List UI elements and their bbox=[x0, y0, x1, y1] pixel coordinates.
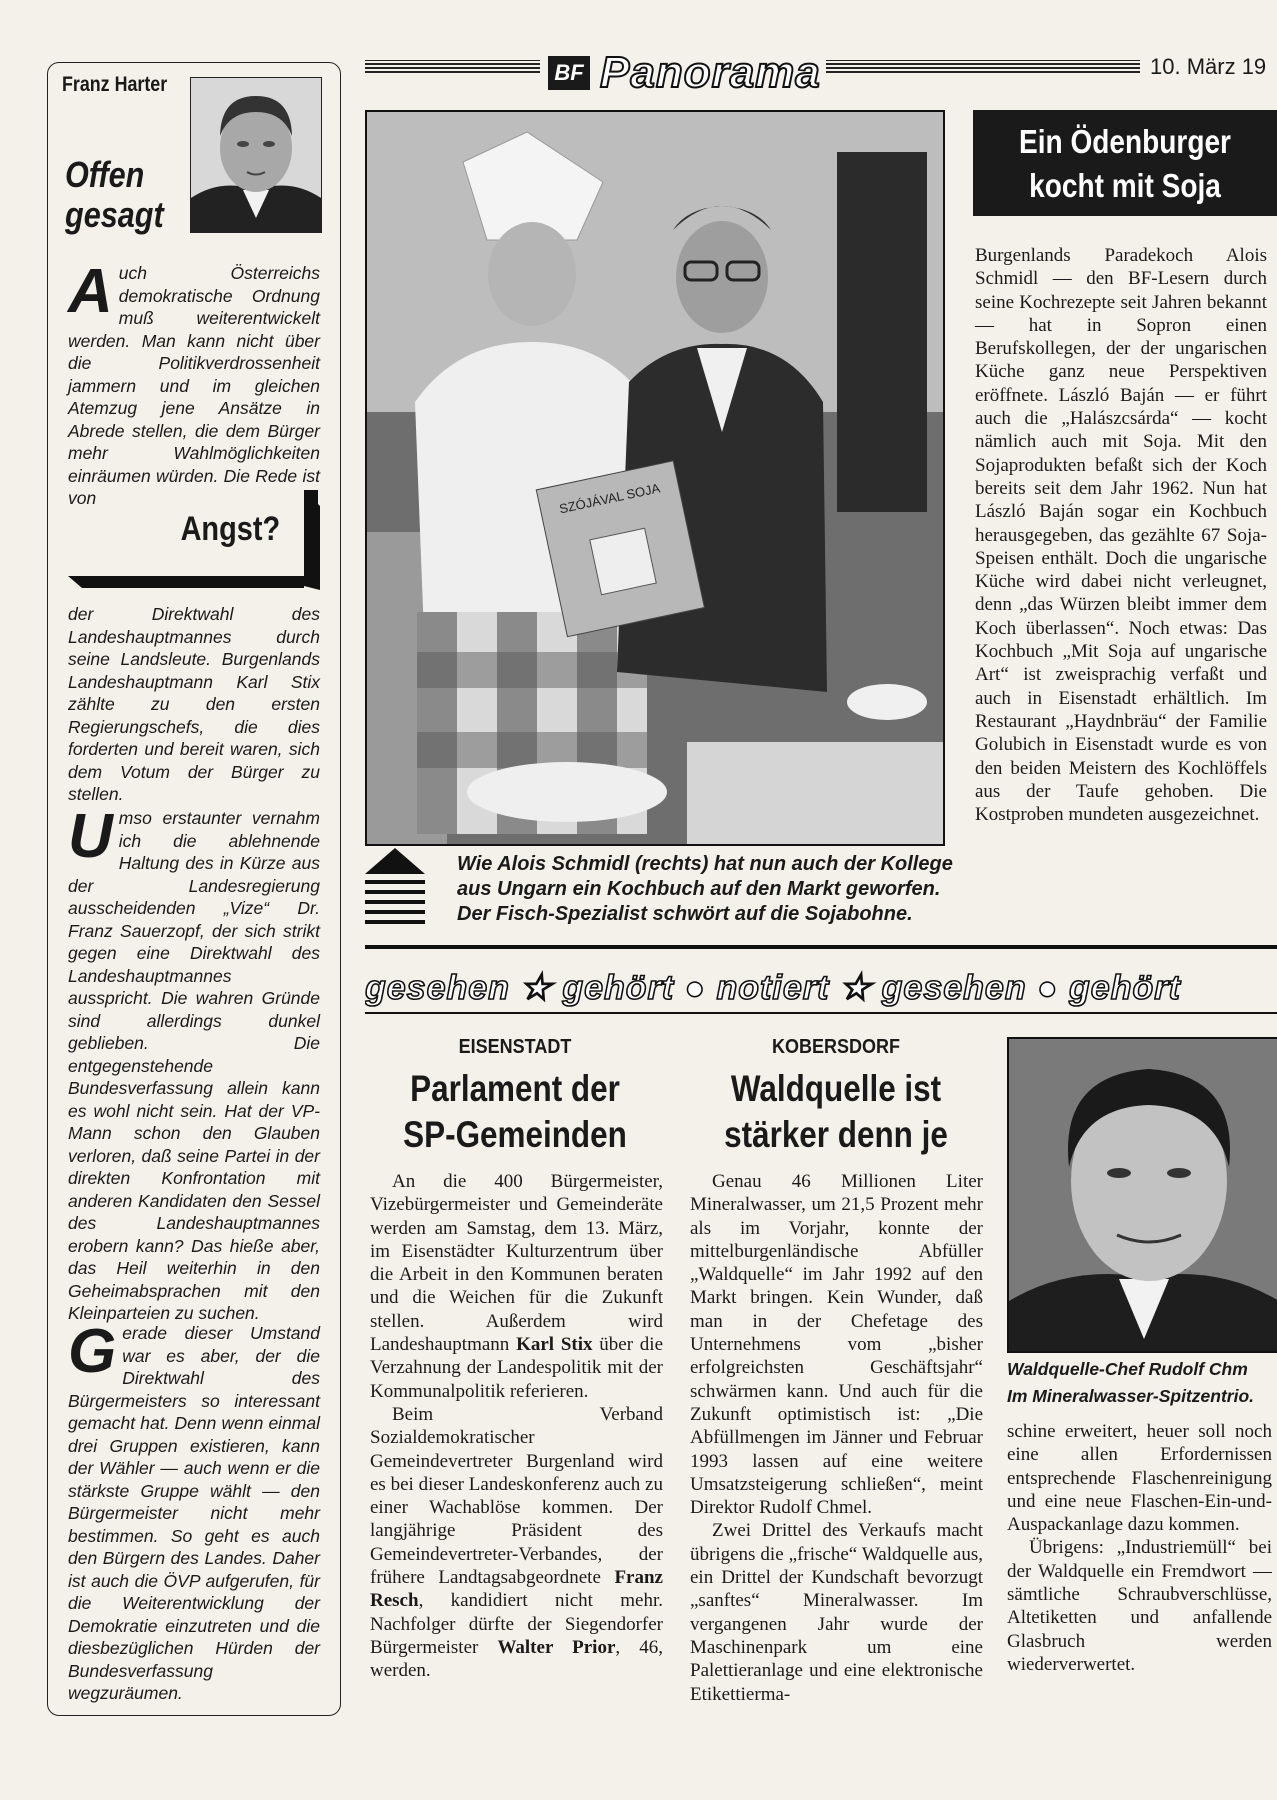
column-para1-text: uch Österreichs demokratische Ordnung muß weiterentwickelt werden. Man kann nicht über die Politikverdrossenheit jammern und im gleichen Atemzug jene Ansätze in Abrede stellen, die dem Bürger mehr Wahlmöglichkeiten einräumen würden. Die Rede ist von bbox=[68, 263, 320, 508]
eisenstadt-p1-bold: Karl Stix bbox=[516, 1334, 593, 1356]
author-portrait bbox=[190, 77, 322, 233]
angst-callout bbox=[68, 490, 320, 590]
dropcap-u: U bbox=[68, 802, 113, 871]
soja-headline-line1: Ein Ödenburger bbox=[1019, 123, 1231, 160]
section-title: Panorama bbox=[600, 48, 821, 97]
chmel-caption-line2: Im Mineralwasser-Spitzentrio. bbox=[1007, 1386, 1255, 1406]
column-para3-text: mso erstaunter vernahm ich die ablehnende Haltung des in Kürze aus der Landesregierung ausscheidenden „Vize“ Dr. Franz Sauerzopf, der sich strikt gegen eine Direktwahl des Landeshauptmannes ausspricht. Die wahren Gründe sind allerdings dunkel geblieben. Die entgegenstehende Bundesverfassung allein kann es wohl nicht sein. Hat der VP-Mann schon den Glauben verloren, daß seine Partei in der direkten Konfrontation mit anderen Kandidaten den Sessel des Landeshauptmannes erobern kann? Das hieße aber, das Heil weiterhin in den Geheimabsprachen mit den Kleinparteien zu suchen. bbox=[68, 808, 320, 1323]
kobersdorf-p3: schine erweitert, heuer soll noch eine allen Erfordernissen entsprechende Flaschenreinigung und eine neue Flaschen-Ein-und-Auspackanlage dazu kommen. bbox=[1007, 1421, 1272, 1536]
chmel-caption bbox=[1007, 1356, 1277, 1410]
caption-arrow-icon bbox=[365, 848, 425, 926]
eisenstadt-p2e: , 46, werden. bbox=[370, 1636, 663, 1682]
kobersdorf-p1: Genau 46 Millionen Liter Mineralwasser, um 21,5 Prozent mehr als im Vorjahr, konnte der mittelburgenländische Abfüller „Waldquelle“ im Jahr 1992 auf den Markt bringen. Kein Wunder, daß man in der Chefetage des Unternehmens vom „bisher erfolgreichsten Geschäftsjahr“ schwärmen kann. Und auch für die Zukunft optimistisch ist: „Die Abfüllmengen im Jänner und Februar 1993 lassen auf eine weitere Umsatzsteigerung schließen“, meint Direktor Rudolf Chmel. bbox=[690, 1171, 983, 1519]
eisenstadt-p2a: Beim Verband Sozialdemokratischer Gemeindevertreter Burgenland wird es bei dieser Landeskonferenz auch zu einer Wachablöse kommen. Der langjährige Präsident des Gemeindevertreter-Verbandes, der frühere Landtagsabgeordnete bbox=[370, 1403, 663, 1589]
chmel-caption-line1: Waldquelle-Chef Rudolf Chm bbox=[1007, 1359, 1248, 1379]
column-title-line1: Offen bbox=[65, 154, 145, 195]
eisenstadt-dateline: EISENSTADT bbox=[458, 1036, 572, 1058]
eisenstadt-p2-bold2: Walter Prior bbox=[497, 1636, 616, 1658]
eisenstadt-p1c: über die Verzahnung der Landespolitik mit der Kommunalpolitik referieren. bbox=[370, 1334, 663, 1402]
banner-strip: gesehen ★ gehört ● notiert ★ gesehen ● gehört bbox=[365, 969, 1181, 1007]
kobersdorf-continuation bbox=[1007, 1420, 1272, 1676]
kobersdorf-body bbox=[690, 1170, 983, 1706]
banner-rule-bottom bbox=[365, 1012, 1277, 1014]
header-rule-right bbox=[826, 60, 1140, 73]
kobersdorf-headline bbox=[700, 1066, 972, 1158]
column-title bbox=[65, 155, 164, 235]
column-paragraph-1 bbox=[68, 257, 320, 510]
photo-caption: Wie Alois Schmidl (rechts) hat nun auch der Kollege aus Ungarn ein Kochbuch auf den Markt geworfen. Der Fisch-Spezialist schwört auf die Sojabohne. bbox=[457, 853, 953, 925]
soja-headline-line2: kocht mit Soja bbox=[1029, 167, 1221, 204]
rudolf-chmel-portrait bbox=[1007, 1037, 1277, 1353]
eisenstadt-p2-bold1: Franz Resch bbox=[370, 1567, 663, 1612]
kobersdorf-p2: Zwei Drittel des Verkaufs macht übrigens die „frische“ Waldquelle aus, ein Drittel der Kundschaft bevorzugt „sanftes“ Mineralwasser. Im vergangenen Jahr wurde der Maschinenpark um eine Palettieranlage und eine elektronische Etikettierma- bbox=[690, 1520, 983, 1705]
chefs-photo bbox=[365, 110, 945, 846]
kobersdorf-headline-line1: Waldquelle ist bbox=[730, 1068, 942, 1109]
eisenstadt-p2c: , kandidiert nicht mehr. Nachfolger dürfte der Siegendorfer Bürgermeister bbox=[370, 1590, 663, 1658]
soja-headline bbox=[973, 110, 1277, 216]
kobersdorf-headline-line2: stärker denn je bbox=[724, 1114, 948, 1155]
column-para4-text: erade dieser Umstand war es aber, der die Direktwahl des Bürgermeisters so interessant gemacht hat. Denn wenn einmal drei Gruppen existieren, kann der Wähler — auch wenn er die stärkste Gruppe wählt — den Bürgermeister nicht mehr bestimmen. So geht es auch den Bürgern des Landes. Daher ist auch die ÖVP aufgerufen, für die Weiterentwicklung der Demokratie einzutreten und die diesbezüglichen Hürden der Bundesverfassung wegzuräumen. bbox=[68, 1323, 320, 1703]
column-paragraph-3 bbox=[68, 802, 320, 1325]
issue-date: 10. März 19 bbox=[1150, 54, 1267, 79]
eisenstadt-headline-line1: Parlament der bbox=[410, 1068, 620, 1109]
column-paragraph-4 bbox=[68, 1317, 320, 1705]
dropcap-g: G bbox=[68, 1317, 117, 1386]
bf-logo: BF bbox=[548, 56, 590, 90]
kobersdorf-dateline: KOBERSDORF bbox=[771, 1036, 900, 1058]
angst-word: Angst? bbox=[180, 510, 280, 548]
eisenstadt-headline bbox=[379, 1066, 651, 1158]
column-paragraph-2: der Direktwahl des Landeshauptmannes durch seine Landsleute. Burgenlands Landeshauptmann Karl Stix zählte zu den ersten Regierungschefs, die dies forderten und bereit waren, sich dem Votum der Bürger zu stellen. bbox=[68, 604, 320, 804]
banner-rule-top bbox=[365, 945, 1277, 949]
kobersdorf-p4: Übrigens: „Industriemüll“ bei der Waldquelle ein Fremdwort — sämtliche Schraubverschlüsse, Altetiketten und anfallende Glasbruch werden wiederverwertet. bbox=[1007, 1537, 1272, 1675]
eisenstadt-p1a: An die 400 Bürgermeister, Vizebürgermeister und Gemeinderäte werden am Samstag, dem 13. März, im Eisenstädter Kulturzentrum über die Arbeit in den Kommunen beraten und die Weichen für die Zukunft stellen. Außerdem wird Landeshauptmann bbox=[370, 1171, 663, 1356]
book-title: SZÓJÁVAL SOJA bbox=[557, 480, 662, 517]
column-title-line2: gesagt bbox=[65, 194, 164, 235]
eisenstadt-body bbox=[370, 1170, 663, 1683]
author-name: Franz Harter bbox=[62, 73, 168, 96]
eisenstadt-headline-line2: SP-Gemeinden bbox=[403, 1114, 627, 1155]
header-rule-left bbox=[365, 60, 540, 73]
soja-body: Burgenlands Paradekoch Alois Schmidl — den BF-Lesern durch seine Kochrezepte seit Jahren bekannt — hat in Sopron einen Berufskollegen, der der ungarischen Küche ganz neue Perspektiven eröffnete. László Baján — er führt auch die „Halászcsárda“ — kocht nämlich auch mit Soja. Mit den Sojaprodukten befaßt sich der Koch bereits seit dem Jahr 1962. Nun hat László Baján sogar ein Kochbuch herausgegeben, das gezählte 67 Soja-Speisen enthält. Doch die ungarische Küche wird dabei nicht verleugnet, denn „das Würzen bleibt immer dem Koch überlassen“. Noch etwas: Das Kochbuch „Mit Soja auf ungarische Art“ ist zweisprachig verfaßt und auch in Eisenstadt erhältlich. Im Restaurant „Haydnbräu“ der Familie Golubich in Eisenstadt wurde es von den beiden Meistern des Kochlöffels aus der Taufe gehoben. Die Kostproben mundeten ausgezeichnet. bbox=[975, 245, 1267, 826]
dropcap-a: A bbox=[68, 257, 113, 326]
